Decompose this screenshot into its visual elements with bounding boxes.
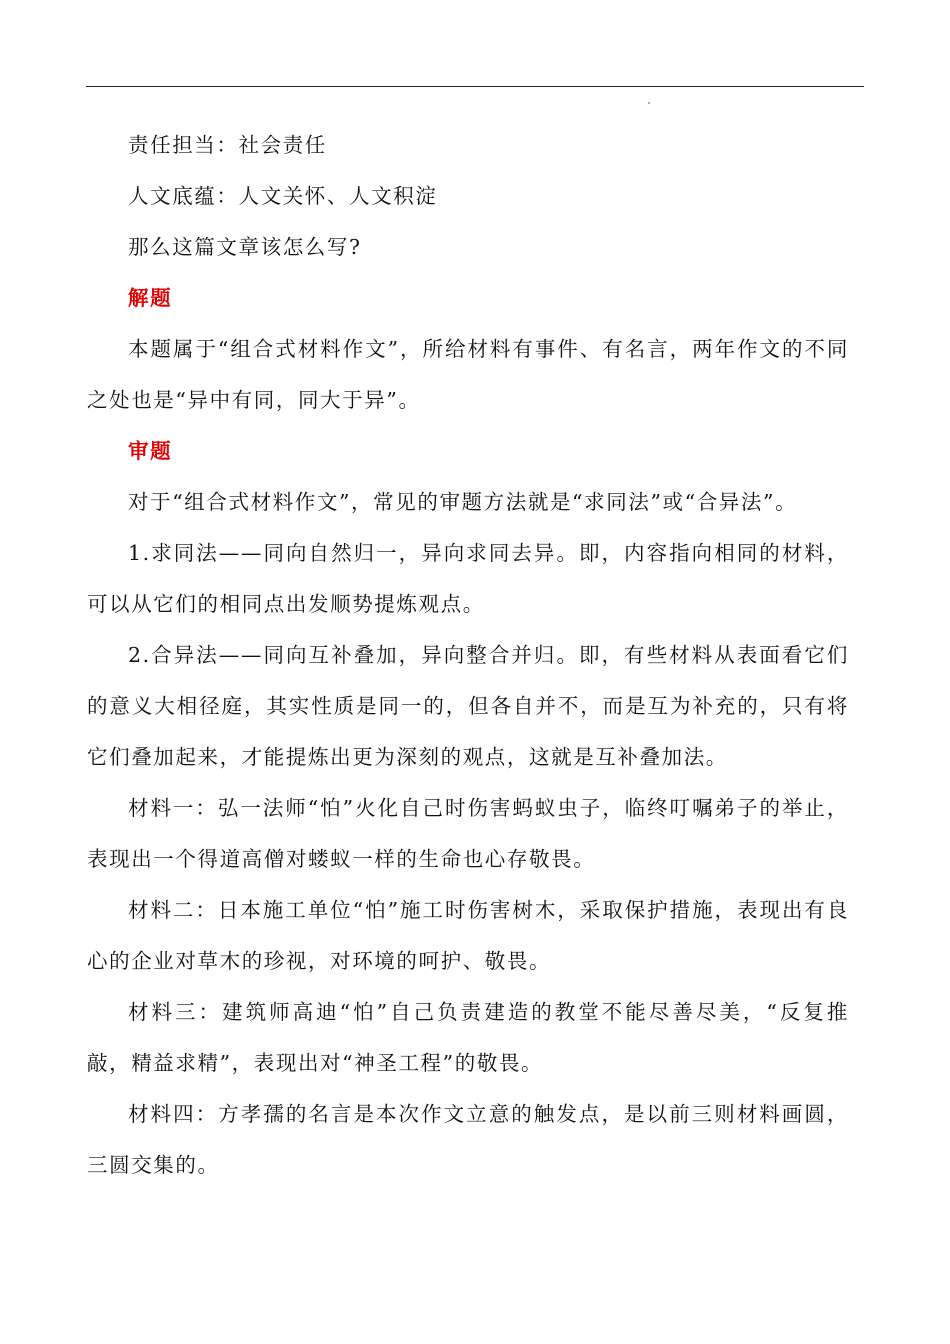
paragraph-method-1: 1.求同法——同向自然归一，异向求同去异。即，内容指向相同的材料，可以从它们的相同点出发顺势提炼观点。	[87, 541, 849, 616]
heading-shenti: 审题	[128, 439, 173, 463]
document-body	[87, 120, 849, 1191]
paragraph-material-3: 材料三：建筑师高迪“怕”自己负责建造的教堂不能尽善尽美，“反复推敲，精益求精”，表现出对“神圣工程”的敬畏。	[87, 1000, 849, 1075]
paragraph-humanities: 人文底蕴：人文关怀、人文积淀	[128, 184, 438, 208]
paragraph-material-2: 材料二：日本施工单位“怕”施工时伤害树木，采取保护措施，表现出有良心的企业对草木的珍视，对环境的呵护、敬畏。	[87, 898, 849, 973]
paragraph-shenti-body: 对于“组合式材料作文”，常见的审题方法就是“求同法”或“合异法”。	[128, 490, 798, 514]
heading-jieti: 解题	[128, 286, 173, 310]
paragraph-question: 那么这篇文章该怎么写?	[128, 235, 362, 259]
paragraph-material-4: 材料四：方孝孺的名言是本次作文立意的触发点，是以前三则材料画圆，三圆交集的。	[87, 1102, 849, 1177]
header-rule	[86, 86, 864, 87]
scan-speck	[648, 102, 650, 104]
paragraph-material-1: 材料一：弘一法师“怕”火化自己时伤害蚂蚁虫子，临终叮嘱弟子的举止，表现出一个得道高僧对蝼蚁一样的生命也心存敬畏。	[87, 796, 849, 871]
paragraph-method-2: 2.合异法——同向互补叠加，异向整合并归。即，有些材料从表面看它们的意义大相径庭，其实性质是同一的，但各自并不，而是互为补充的，只有将它们叠加起来，才能提炼出更为深刻的观点，这就是互补叠加法。	[87, 643, 849, 769]
paragraph-jieti-body: 本题属于“组合式材料作文”，所给材料有事件、有名言，两年作文的不同之处也是“异中有同，同大于异”。	[87, 337, 849, 412]
paragraph-responsibility: 责任担当：社会责任	[128, 133, 327, 157]
